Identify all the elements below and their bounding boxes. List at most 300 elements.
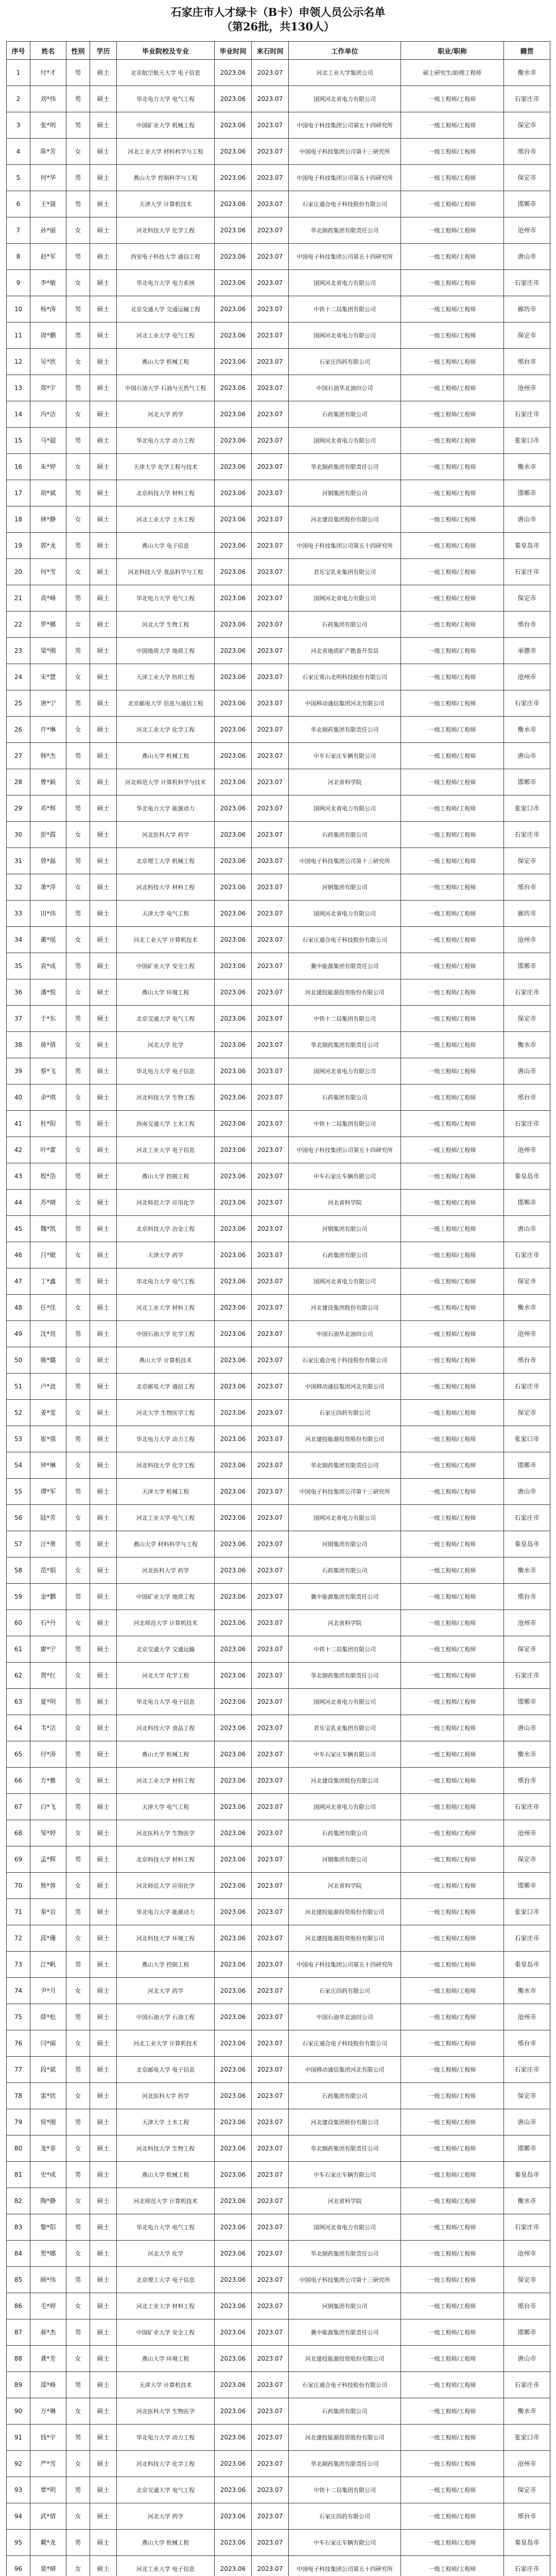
col-gender-cell: 男 — [66, 1111, 90, 1137]
col-graduation-date-cell: 2023.06 — [215, 1557, 252, 1584]
col-graduation-date-cell: 2023.06 — [215, 349, 252, 375]
col-degree-cell: 硕士 — [90, 1374, 117, 1400]
col-index-cell: 84 — [7, 2241, 30, 2267]
col-position-title-cell: 一级工程师/工程师 — [401, 375, 504, 401]
col-position-title-cell: 一级工程师/工程师 — [401, 1400, 504, 1426]
col-index-cell: 77 — [7, 2057, 30, 2083]
col-degree-cell: 硕士 — [90, 1715, 117, 1741]
col-index-cell: 17 — [7, 480, 30, 506]
col-position-title-cell: 一级工程师/工程师 — [401, 1663, 504, 1689]
col-school-major-cell: 河北大学 药学 — [117, 1978, 215, 2004]
col-position-title-cell: 一级工程师/工程师 — [401, 480, 504, 506]
col-graduation-date-cell: 2023.06 — [215, 112, 252, 139]
header-col-graduation-date: 毕业时间 — [215, 42, 252, 60]
col-employer-cell: 国网河北省电力有限公司 — [289, 323, 401, 349]
col-arrival-date-cell: 2023.07 — [252, 2162, 289, 2188]
col-arrival-date-cell: 2023.07 — [252, 2188, 289, 2214]
col-school-major-cell: 北京交通大学 电气工程 — [117, 1006, 215, 1032]
col-employer-cell: 中铁十二局集团有限公司 — [289, 296, 401, 323]
col-arrival-date-cell: 2023.07 — [252, 2109, 289, 2136]
col-position-title-cell: 一级工程师/工程师 — [401, 769, 504, 795]
col-graduation-date-cell: 2023.06 — [215, 1190, 252, 1216]
col-index-cell: 89 — [7, 2372, 30, 2398]
col-hometown-cell: 张家口市 — [504, 1899, 550, 1925]
col-gender-cell: 男 — [66, 375, 90, 401]
col-position-title-cell: 一级工程师/工程师 — [401, 1242, 504, 1268]
col-arrival-date-cell: 2023.07 — [252, 1295, 289, 1321]
col-graduation-date-cell: 2023.06 — [215, 454, 252, 480]
col-position-title-cell: 一级工程师/工程师 — [401, 2162, 504, 2188]
col-hometown-cell: 秦皇岛市 — [504, 2162, 550, 2188]
col-position-title-cell: 一级工程师/工程师 — [401, 1610, 504, 1636]
col-arrival-date-cell: 2023.07 — [252, 2319, 289, 2346]
col-degree-cell: 硕士 — [90, 270, 117, 296]
col-index-cell: 29 — [7, 795, 30, 822]
col-gender-cell: 女 — [66, 769, 90, 795]
col-position-title-cell: 一级工程师/工程师 — [401, 506, 504, 533]
col-graduation-date-cell: 2023.06 — [215, 1163, 252, 1190]
col-position-title-cell: 一级工程师/工程师 — [401, 1190, 504, 1216]
col-employer-cell: 国网河北省电力有限公司 — [289, 901, 401, 927]
col-name-cell: 郝*杰 — [30, 2319, 66, 2346]
col-index-cell: 31 — [7, 848, 30, 874]
table-row — [7, 1111, 550, 1137]
col-index-cell: 14 — [7, 401, 30, 428]
col-degree-cell: 硕士 — [90, 2319, 117, 2346]
col-arrival-date-cell: 2023.07 — [252, 743, 289, 769]
col-degree-cell: 硕士 — [90, 1925, 117, 1952]
col-school-major-cell: 北京邮电大学 电子信息 — [117, 2057, 215, 2083]
col-employer-cell: 石家庄通合电子科技股份有限公司 — [289, 2030, 401, 2057]
col-degree-cell: 硕士 — [90, 953, 117, 979]
col-hometown-cell: 保定市 — [504, 165, 550, 191]
col-name-cell: 邓*辉 — [30, 795, 66, 822]
col-degree-cell: 硕士 — [90, 1137, 117, 1163]
col-gender-cell: 女 — [66, 979, 90, 1006]
col-school-major-cell: 河北工业大学 化学工程 — [117, 717, 215, 743]
col-graduation-date-cell: 2023.06 — [215, 1741, 252, 1768]
col-position-title-cell: 一级工程师/工程师 — [401, 1347, 504, 1374]
col-position-title-cell: 一级工程师/工程师 — [401, 270, 504, 296]
col-arrival-date-cell: 2023.07 — [252, 2030, 289, 2057]
col-name-cell: 毛*婷 — [30, 2293, 66, 2319]
col-gender-cell: 女 — [66, 1400, 90, 1426]
table-row — [7, 1347, 550, 1374]
col-name-cell: 许*琳 — [30, 717, 66, 743]
col-graduation-date-cell: 2023.06 — [215, 1479, 252, 1505]
col-name-cell: 武*倩 — [30, 2503, 66, 2530]
col-school-major-cell: 河北工业大学 材料工程 — [117, 1768, 215, 1794]
col-index-cell: 28 — [7, 769, 30, 795]
col-position-title-cell: 一级工程师/工程师 — [401, 139, 504, 165]
col-index-cell: 88 — [7, 2346, 30, 2372]
col-degree-cell: 硕士 — [90, 1952, 117, 1978]
col-name-cell: 林*静 — [30, 506, 66, 533]
col-hometown-cell: 保定市 — [504, 1636, 550, 1663]
table-row — [7, 1636, 550, 1663]
col-hometown-cell: 沧州市 — [504, 2451, 550, 2477]
table-row — [7, 2083, 550, 2109]
col-degree-cell: 硕士 — [90, 1452, 117, 1479]
col-degree-cell: 硕士 — [90, 769, 117, 795]
col-index-cell: 53 — [7, 1426, 30, 1452]
col-degree-cell: 硕士 — [90, 717, 117, 743]
col-position-title-cell: 一级工程师/工程师 — [401, 638, 504, 664]
col-school-major-cell: 河北大学 化学工程 — [117, 1663, 215, 1689]
col-index-cell: 4 — [7, 139, 30, 165]
col-school-major-cell: 河北工业大学 电气工程 — [117, 323, 215, 349]
col-employer-cell: 冀中能源集团有限责任公司 — [289, 953, 401, 979]
col-name-cell: 魏*凯 — [30, 1216, 66, 1242]
col-index-cell: 8 — [7, 244, 30, 270]
col-gender-cell: 女 — [66, 874, 90, 901]
col-name-cell: 蔡*飞 — [30, 1058, 66, 1084]
col-index-cell: 86 — [7, 2293, 30, 2319]
col-school-major-cell: 河北科技大学 食品工程 — [117, 1715, 215, 1741]
col-gender-cell: 男 — [66, 2267, 90, 2293]
col-position-title-cell: 一级工程师/工程师 — [401, 1505, 504, 1531]
table-row — [7, 2293, 550, 2319]
col-index-cell: 67 — [7, 1794, 30, 1820]
col-degree-cell: 硕士 — [90, 585, 117, 612]
col-name-cell: 熊*蓉 — [30, 1873, 66, 1899]
col-position-title-cell: 一级工程师/工程师 — [401, 1899, 504, 1925]
col-position-title-cell: 一级工程师/工程师 — [401, 1137, 504, 1163]
col-gender-cell: 男 — [66, 244, 90, 270]
col-gender-cell: 男 — [66, 690, 90, 717]
col-employer-cell: 石药集团有限公司 — [289, 1242, 401, 1268]
col-hometown-cell: 张家口市 — [504, 2425, 550, 2451]
col-degree-cell: 硕士 — [90, 428, 117, 454]
col-school-major-cell: 天津工业大学 纺织工程 — [117, 664, 215, 690]
col-position-title-cell: 一级工程师/工程师 — [401, 1557, 504, 1584]
col-arrival-date-cell: 2023.07 — [252, 1741, 289, 1768]
col-graduation-date-cell: 2023.06 — [215, 2398, 252, 2425]
col-name-cell: 程*浩 — [30, 1163, 66, 1190]
col-hometown-cell: 衡水市 — [504, 1741, 550, 1768]
col-index-cell: 1 — [7, 60, 30, 86]
table-row — [7, 848, 550, 874]
col-gender-cell: 女 — [66, 664, 90, 690]
col-name-cell: 汪*勇 — [30, 1531, 66, 1557]
col-gender-cell: 女 — [66, 2398, 90, 2425]
table-row — [7, 1820, 550, 1846]
col-graduation-date-cell: 2023.06 — [215, 1058, 252, 1084]
col-degree-cell: 硕士 — [90, 1242, 117, 1268]
col-arrival-date-cell: 2023.07 — [252, 769, 289, 795]
col-gender-cell: 男 — [66, 795, 90, 822]
col-gender-cell: 女 — [66, 1715, 90, 1741]
col-employer-cell: 中国电子科技集团公司第五十四研究所 — [289, 1137, 401, 1163]
col-position-title-cell: 一级工程师/工程师 — [401, 1846, 504, 1873]
col-school-major-cell: 河北大学 生物工程 — [117, 612, 215, 638]
col-hometown-cell: 石家庄市 — [504, 1505, 550, 1531]
col-degree-cell: 硕士 — [90, 401, 117, 428]
col-arrival-date-cell: 2023.07 — [252, 795, 289, 822]
col-employer-cell: 河北建投能源投资股份有限公司 — [289, 1899, 401, 1925]
col-gender-cell: 女 — [66, 401, 90, 428]
col-gender-cell: 男 — [66, 2057, 90, 2083]
col-graduation-date-cell: 2023.06 — [215, 2477, 252, 2503]
col-name-cell: 梁*刚 — [30, 638, 66, 664]
table-row — [7, 2267, 550, 2293]
col-degree-cell: 硕士 — [90, 139, 117, 165]
col-school-major-cell: 华北电力大学 电气工程 — [117, 86, 215, 112]
col-school-major-cell: 燕山大学 控制工程 — [117, 1952, 215, 1978]
col-employer-cell: 华北制药集团有限责任公司 — [289, 454, 401, 480]
col-index-cell: 2 — [7, 86, 30, 112]
col-arrival-date-cell: 2023.07 — [252, 1820, 289, 1846]
col-employer-cell: 国网河北省电力有限公司 — [289, 1505, 401, 1531]
col-employer-cell: 石家庄通合电子科技股份有限公司 — [289, 2372, 401, 2398]
col-hometown-cell: 石家庄市 — [504, 2057, 550, 2083]
col-school-major-cell: 河北师范大学 应用化学 — [117, 1873, 215, 1899]
col-position-title-cell: 一级工程师/工程师 — [401, 1715, 504, 1741]
col-school-major-cell: 河北医科大学 生物医学 — [117, 2398, 215, 2425]
col-hometown-cell: 唐山市 — [504, 743, 550, 769]
col-employer-cell: 河北建投能源投资股份有限公司 — [289, 2346, 401, 2372]
col-degree-cell: 硕士 — [90, 1216, 117, 1242]
col-degree-cell: 硕士 — [90, 690, 117, 717]
col-gender-cell: 男 — [66, 1636, 90, 1663]
col-arrival-date-cell: 2023.07 — [252, 533, 289, 559]
col-graduation-date-cell: 2023.06 — [215, 1952, 252, 1978]
col-index-cell: 63 — [7, 1689, 30, 1715]
col-arrival-date-cell: 2023.07 — [252, 165, 289, 191]
col-employer-cell: 华北制药集团有限责任公司 — [289, 717, 401, 743]
col-arrival-date-cell: 2023.07 — [252, 559, 289, 585]
col-school-major-cell: 天津大学 电气工程 — [117, 1794, 215, 1820]
table-row — [7, 901, 550, 927]
col-degree-cell: 硕士 — [90, 2346, 117, 2372]
col-employer-cell: 河钢集团有限公司 — [289, 2293, 401, 2319]
table-row — [7, 1952, 550, 1978]
col-position-title-cell: 一级工程师/工程师 — [401, 822, 504, 848]
col-degree-cell: 硕士 — [90, 1584, 117, 1610]
col-position-title-cell: 一级工程师/工程师 — [401, 2214, 504, 2241]
table-row — [7, 717, 550, 743]
col-employer-cell: 华北制药集团有限责任公司 — [289, 2241, 401, 2267]
col-graduation-date-cell: 2023.06 — [215, 86, 252, 112]
col-employer-cell: 河钢集团有限公司 — [289, 1216, 401, 1242]
col-hometown-cell: 衡水市 — [504, 717, 550, 743]
col-school-major-cell: 燕山大学 控制工程 — [117, 1163, 215, 1190]
col-gender-cell: 男 — [66, 1216, 90, 1242]
col-name-cell: 吕*敏 — [30, 1242, 66, 1268]
col-degree-cell: 硕士 — [90, 638, 117, 664]
col-gender-cell: 女 — [66, 2188, 90, 2214]
col-gender-cell: 男 — [66, 2477, 90, 2503]
col-arrival-date-cell: 2023.07 — [252, 1426, 289, 1452]
col-index-cell: 85 — [7, 2267, 30, 2293]
col-name-cell: 邵*峰 — [30, 2372, 66, 2398]
col-graduation-date-cell: 2023.06 — [215, 559, 252, 585]
col-graduation-date-cell: 2023.06 — [215, 2214, 252, 2241]
col-school-major-cell: 河北工业大学 电子信息 — [117, 1137, 215, 1163]
col-arrival-date-cell: 2023.07 — [252, 454, 289, 480]
col-name-cell: 闫*丽 — [30, 2030, 66, 2057]
col-gender-cell: 女 — [66, 1347, 90, 1374]
col-position-title-cell: 一级工程师/工程师 — [401, 2004, 504, 2030]
col-arrival-date-cell: 2023.07 — [252, 191, 289, 217]
col-employer-cell: 华北制药集团有限责任公司 — [289, 1663, 401, 1689]
col-position-title-cell: 一级工程师/工程师 — [401, 690, 504, 717]
col-position-title-cell: 一级工程师/工程师 — [401, 244, 504, 270]
col-position-title-cell: 一级工程师/工程师 — [401, 296, 504, 323]
col-index-cell: 12 — [7, 349, 30, 375]
col-employer-cell: 国网河北省电力有限公司 — [289, 86, 401, 112]
col-arrival-date-cell: 2023.07 — [252, 2372, 289, 2398]
col-school-major-cell: 河北科技大学 生物工程 — [117, 2136, 215, 2162]
col-arrival-date-cell: 2023.07 — [252, 2477, 289, 2503]
col-employer-cell: 中国移动通信集团河北有限公司 — [289, 1374, 401, 1400]
col-name-cell: 刘*伟 — [30, 86, 66, 112]
col-arrival-date-cell: 2023.07 — [252, 1032, 289, 1058]
col-position-title-cell: 一级工程师/工程师 — [401, 874, 504, 901]
col-employer-cell: 中铁十二局集团有限公司 — [289, 1636, 401, 1663]
col-graduation-date-cell: 2023.06 — [215, 506, 252, 533]
col-employer-cell: 河北建设集团股份有限公司 — [289, 1768, 401, 1794]
col-employer-cell: 冀中能源集团有限责任公司 — [289, 2319, 401, 2346]
col-position-title-cell: 一级工程师/工程师 — [401, 1374, 504, 1400]
table-row — [7, 1689, 550, 1715]
col-employer-cell: 中国移动通信集团河北有限公司 — [289, 690, 401, 717]
col-index-cell: 7 — [7, 217, 30, 244]
col-school-major-cell: 天津大学 计算机技术 — [117, 191, 215, 217]
table-row — [7, 375, 550, 401]
col-gender-cell: 男 — [66, 2425, 90, 2451]
col-position-title-cell: 一级工程师/工程师 — [401, 2425, 504, 2451]
col-employer-cell: 石药集团有限公司 — [289, 401, 401, 428]
col-degree-cell: 硕士 — [90, 1557, 117, 1584]
col-arrival-date-cell: 2023.07 — [252, 1163, 289, 1190]
col-hometown-cell: 唐山市 — [504, 1216, 550, 1242]
table-row — [7, 1032, 550, 1058]
col-gender-cell: 女 — [66, 2503, 90, 2530]
col-degree-cell: 硕士 — [90, 1899, 117, 1925]
col-position-title-cell: 一级工程师/工程师 — [401, 2451, 504, 2477]
col-employer-cell: 华北制药集团有限责任公司 — [289, 2136, 401, 2162]
col-name-cell: 范*娟 — [30, 1557, 66, 1584]
col-arrival-date-cell: 2023.07 — [252, 1505, 289, 1531]
col-degree-cell: 硕士 — [90, 165, 117, 191]
col-graduation-date-cell: 2023.06 — [215, 2241, 252, 2267]
table-row — [7, 1321, 550, 1347]
col-graduation-date-cell: 2023.06 — [215, 1978, 252, 2004]
col-position-title-cell: 一级工程师/工程师 — [401, 1268, 504, 1295]
col-hometown-cell: 邯郸市 — [504, 953, 550, 979]
col-arrival-date-cell: 2023.07 — [252, 1715, 289, 1741]
col-degree-cell: 硕士 — [90, 2109, 117, 2136]
col-degree-cell: 硕士 — [90, 2503, 117, 2530]
col-name-cell: 宋*慧 — [30, 664, 66, 690]
col-degree-cell: 硕士 — [90, 2083, 117, 2109]
col-hometown-cell: 廊坊市 — [504, 296, 550, 323]
col-index-cell: 30 — [7, 822, 30, 848]
col-index-cell: 46 — [7, 1242, 30, 1268]
col-hometown-cell: 邢台市 — [504, 2503, 550, 2530]
col-employer-cell: 河北建投能源投资股份有限公司 — [289, 1925, 401, 1952]
col-gender-cell: 女 — [66, 1610, 90, 1636]
col-degree-cell: 硕士 — [90, 901, 117, 927]
table-row — [7, 1505, 550, 1531]
col-position-title-cell: 一级工程师/工程师 — [401, 927, 504, 953]
col-arrival-date-cell: 2023.07 — [252, 1268, 289, 1295]
col-hometown-cell: 衡水市 — [504, 1557, 550, 1584]
col-graduation-date-cell: 2023.06 — [215, 1242, 252, 1268]
col-index-cell: 32 — [7, 874, 30, 901]
col-arrival-date-cell: 2023.07 — [252, 1531, 289, 1557]
col-index-cell: 83 — [7, 2214, 30, 2241]
col-name-cell: 韦*洁 — [30, 1715, 66, 1741]
col-school-major-cell: 燕山大学 电子信息 — [117, 533, 215, 559]
col-hometown-cell: 石家庄市 — [504, 1374, 550, 1400]
col-index-cell: 49 — [7, 1321, 30, 1347]
col-hometown-cell: 衡水市 — [504, 454, 550, 480]
col-position-title-cell: 一级工程师/工程师 — [401, 428, 504, 454]
col-arrival-date-cell: 2023.07 — [252, 1768, 289, 1794]
col-hometown-cell: 邯郸市 — [504, 769, 550, 795]
col-index-cell: 72 — [7, 1925, 30, 1952]
col-employer-cell: 河北建投能源投资股份有限公司 — [289, 1426, 401, 1452]
col-school-major-cell: 河北工业大学 计算机技术 — [117, 927, 215, 953]
col-graduation-date-cell: 2023.06 — [215, 2004, 252, 2030]
col-school-major-cell: 北京科技大学 材料工程 — [117, 480, 215, 506]
col-gender-cell: 女 — [66, 1505, 90, 1531]
col-arrival-date-cell: 2023.07 — [252, 1058, 289, 1084]
col-name-cell: 薛*松 — [30, 2004, 66, 2030]
table-row — [7, 2425, 550, 2451]
table-row — [7, 2241, 550, 2267]
col-degree-cell: 硕士 — [90, 296, 117, 323]
table-row — [7, 2136, 550, 2162]
col-degree-cell: 硕士 — [90, 2004, 117, 2030]
col-gender-cell: 女 — [66, 612, 90, 638]
col-hometown-cell: 保定市 — [504, 2083, 550, 2109]
col-index-cell: 62 — [7, 1663, 30, 1689]
col-name-cell: 曾*磊 — [30, 848, 66, 874]
table-row — [7, 1978, 550, 2004]
col-gender-cell: 女 — [66, 1032, 90, 1058]
col-graduation-date-cell: 2023.06 — [215, 1374, 252, 1400]
col-degree-cell: 硕士 — [90, 1794, 117, 1820]
col-degree-cell: 硕士 — [90, 1531, 117, 1557]
table-row — [7, 1741, 550, 1768]
col-graduation-date-cell: 2023.06 — [215, 664, 252, 690]
col-school-major-cell: 天津大学 电气工程 — [117, 901, 215, 927]
col-arrival-date-cell: 2023.07 — [252, 60, 289, 86]
col-arrival-date-cell: 2023.07 — [252, 1084, 289, 1111]
table-row — [7, 428, 550, 454]
col-name-cell: 陶*静 — [30, 2188, 66, 2214]
col-gender-cell: 女 — [66, 1768, 90, 1794]
col-employer-cell: 中国电子科技集团公司第十三研究所 — [289, 139, 401, 165]
col-name-cell: 龙*菲 — [30, 2136, 66, 2162]
col-arrival-date-cell: 2023.07 — [252, 1899, 289, 1925]
table-row — [7, 1531, 550, 1557]
col-employer-cell: 中国电子科技集团公司第五十四研究所 — [289, 112, 401, 139]
col-name-cell: 杨*涛 — [30, 296, 66, 323]
col-arrival-date-cell: 2023.07 — [252, 112, 289, 139]
col-school-major-cell: 北京航空航天大学 电子信息 — [117, 60, 215, 86]
col-hometown-cell: 唐山市 — [504, 1058, 550, 1084]
table-header-row — [7, 42, 550, 60]
col-school-major-cell: 河北科技大学 环境工程 — [117, 1925, 215, 1952]
col-gender-cell: 男 — [66, 2162, 90, 2188]
table-row — [7, 1084, 550, 1111]
table-row — [7, 1400, 550, 1426]
col-graduation-date-cell: 2023.06 — [215, 1820, 252, 1846]
